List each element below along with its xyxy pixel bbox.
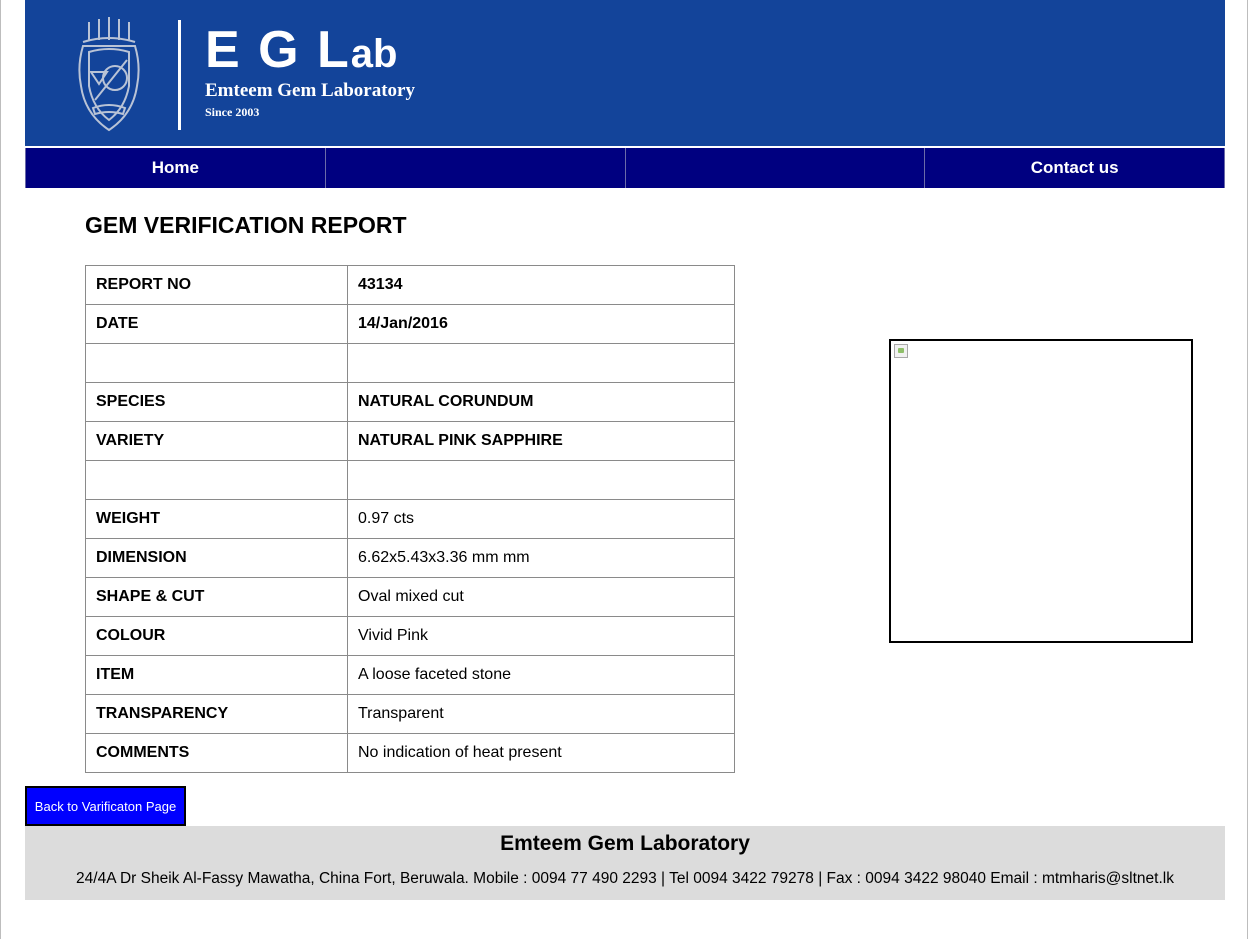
row-value: NATURAL CORUNDUM — [348, 383, 735, 422]
row-label: DIMENSION — [86, 539, 348, 578]
table-row — [86, 422, 735, 461]
header-divider — [178, 20, 181, 130]
nav-blank-1[interactable] — [326, 148, 626, 188]
table-row — [86, 539, 735, 578]
row-label — [86, 344, 348, 383]
row-value — [348, 344, 735, 383]
table-row — [86, 578, 735, 617]
row-label: SHAPE & CUT — [86, 578, 348, 617]
row-label: SPECIES — [86, 383, 348, 422]
page-title: GEM VERIFICATION REPORT — [85, 212, 407, 238]
row-label: ITEM — [86, 656, 348, 695]
nav-contact[interactable]: Contact us — [925, 148, 1225, 188]
row-label — [86, 461, 348, 500]
table-row — [86, 383, 735, 422]
table-row — [86, 617, 735, 656]
row-value — [348, 461, 735, 500]
site-footer — [25, 826, 1225, 900]
row-value: NATURAL PINK SAPPHIRE — [348, 422, 735, 461]
table-row — [86, 734, 735, 773]
row-label: VARIETY — [86, 422, 348, 461]
row-label: WEIGHT — [86, 500, 348, 539]
nav-home[interactable]: Home — [26, 148, 326, 188]
back-to-verification-button[interactable]: Back to Varificaton Page — [25, 786, 186, 826]
footer-address: 24/4A Dr Sheik Al-Fassy Mawatha, China Fort, Beruwala. Mobile : 0094 77 490 2293 | Tel 0094 3422 79278 | Fax : 0094 3422 98040 Email : mtmharis@sltnet.lk — [76, 870, 1174, 887]
row-label: TRANSPARENCY — [86, 695, 348, 734]
site-header — [25, 0, 1225, 146]
brand-wordmark: E G Lab — [205, 21, 398, 79]
brand-since: Since 2003 — [205, 105, 260, 119]
broken-image-icon — [894, 344, 908, 358]
row-label: REPORT NO — [86, 266, 348, 305]
gem-photo-frame — [889, 339, 1193, 643]
table-row — [86, 344, 735, 383]
table-row — [86, 695, 735, 734]
table-row — [86, 461, 735, 500]
row-label: DATE — [86, 305, 348, 344]
report-table — [85, 265, 735, 773]
row-value: 0.97 cts — [348, 500, 735, 539]
row-value: 43134 — [348, 266, 735, 305]
row-label: COMMENTS — [86, 734, 348, 773]
table-row — [86, 500, 735, 539]
row-value: A loose faceted stone — [348, 656, 735, 695]
row-value: No indication of heat present — [348, 734, 735, 773]
lab-crest-logo — [75, 16, 143, 134]
row-value: 14/Jan/2016 — [348, 305, 735, 344]
page-border-left — [0, 0, 1, 939]
table-row — [86, 266, 735, 305]
main-nav — [25, 148, 1225, 188]
table-row — [86, 656, 735, 695]
row-value: Transparent — [348, 695, 735, 734]
brand-subtitle: Emteem Gem Laboratory — [205, 80, 415, 101]
row-value: Oval mixed cut — [348, 578, 735, 617]
row-label: COLOUR — [86, 617, 348, 656]
row-value: Vivid Pink — [348, 617, 735, 656]
row-value: 6.62x5.43x3.36 mm mm — [348, 539, 735, 578]
table-row — [86, 305, 735, 344]
nav-blank-2[interactable] — [626, 148, 926, 188]
footer-lab-name: Emteem Gem Laboratory — [500, 832, 750, 855]
